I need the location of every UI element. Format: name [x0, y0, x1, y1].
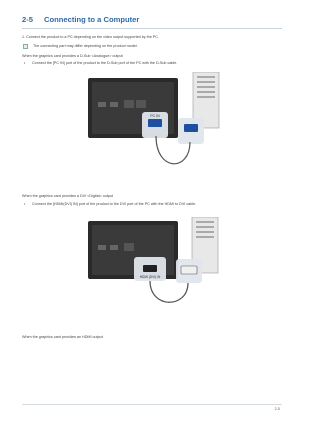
dvi-intro-text: When the graphics card provides a DVI <Digital> output [22, 194, 114, 198]
dvi-connection-figure [88, 217, 222, 317]
hdmi-port-icon [143, 265, 157, 272]
hdmi-dvi-in-label: HDMI (DVI) IN [139, 275, 161, 279]
bullet-icon: • [24, 202, 26, 206]
pc-in-label: PC IN [150, 114, 160, 118]
title-divider [22, 28, 282, 29]
note-icon [23, 44, 28, 49]
dsub-connection-figure [88, 72, 222, 182]
hdmi-intro-text: When the graphics card provides an HDMI output [22, 335, 103, 339]
step-1-text: 1. Connect the product to a PC depending on the video output supported by the PC. [22, 35, 159, 39]
dsub-bullet-text: Connect the [PC IN] port of the product to the D-Sub port of the PC with the D-Sub cable. [32, 61, 178, 65]
section-number: 2-5 [22, 15, 33, 24]
page-number: 2-5 [274, 407, 280, 411]
dsub-intro-text: When the graphics card provides a D-Sub <Analogue> output [22, 54, 123, 58]
footer-divider [22, 404, 282, 405]
dvi-bullet-text: Connect the [HDMI(DVI) IN] port of the product to the DVI port of the PC with the HDMI to DVI cable. [32, 202, 197, 206]
hdmi-dvi-cable [150, 281, 188, 302]
bullet-icon: • [24, 61, 26, 65]
note-text: The connecting part may differ depending on the product model. [33, 44, 138, 48]
dsub-port-icon [148, 119, 162, 127]
section-title-text: Connecting to a Computer [44, 15, 140, 24]
dvi-port-icon [181, 266, 197, 274]
dsub-port-pc-icon [184, 124, 198, 132]
section-title [22, 15, 139, 24]
